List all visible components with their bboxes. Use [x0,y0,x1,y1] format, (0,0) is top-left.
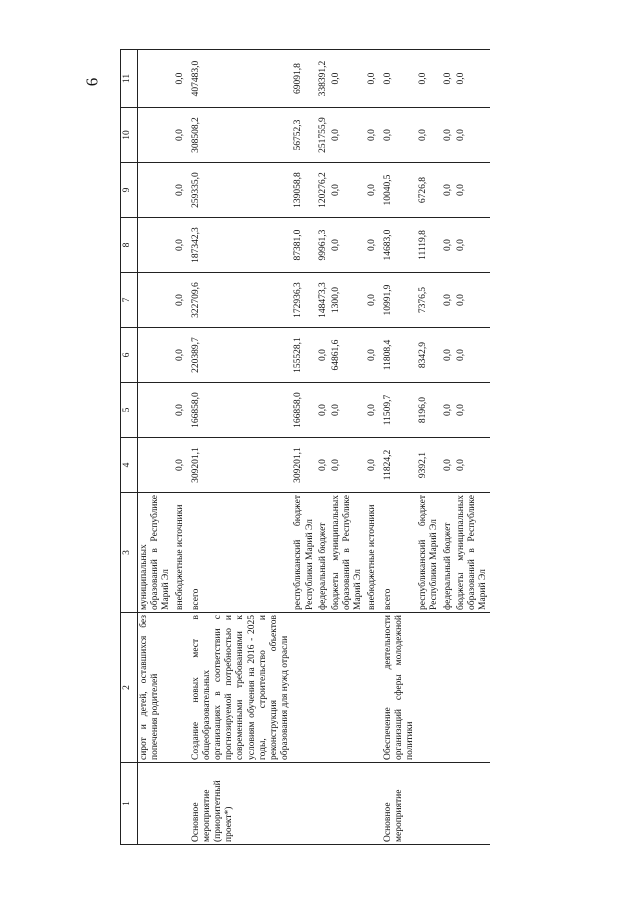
page-number: 6 [82,77,102,87]
measure-type-cell [138,763,174,845]
value-cell: 0,0 [174,328,190,383]
value-cell: 99961,3 [317,218,330,273]
column-header: 8 [121,218,138,273]
measure-type-cell [442,763,455,845]
column-header: 6 [121,328,138,383]
value-cell: 338391,2 [317,50,330,108]
measure-name-cell [455,613,491,763]
value-cell [138,383,174,438]
value-cell: 1300,0 [330,273,366,328]
value-cell: 0,0 [455,383,491,438]
value-cell: 0,0 [442,273,455,328]
measure-type-cell [417,763,441,845]
value-cell: 155528,1 [292,328,316,383]
value-cell: 0,0 [174,108,190,163]
value-cell: 10040,5 [382,163,418,218]
column-header: 11 [121,50,138,108]
value-cell: 0,0 [330,50,366,108]
value-cell [138,50,174,108]
measure-name-cell [417,613,441,763]
measure-type-cell [366,763,382,845]
measure-type-cell: Основное мероприятие [382,763,418,845]
funding-source-cell: внебюджетные источники [174,493,190,613]
value-cell: 309201,1 [190,438,293,493]
value-cell: 259335,0 [190,163,293,218]
value-cell: 10991,9 [382,273,418,328]
value-cell: 139058,8 [292,163,316,218]
rotated-page [120,50,588,845]
value-cell: 11509,7 [382,383,418,438]
funding-source-cell: бюджеты муниципальных образований в Республике Марий Эл [455,493,491,613]
value-cell: 0,0 [455,108,491,163]
measure-type-cell: Основное мероприятие (приоритетный проект*) [190,763,293,845]
funding-source-cell: муниципальных образований в Республике Марий Эл [138,493,174,613]
measure-type-cell [455,763,491,845]
table-row [174,50,190,845]
measure-type-cell [292,763,316,845]
value-cell: 0,0 [455,438,491,493]
column-header: 3 [121,493,138,613]
column-header: 1 [121,763,138,845]
value-cell: 0,0 [317,383,330,438]
measure-name-cell [442,613,455,763]
value-cell: 0,0 [382,108,418,163]
funding-source-cell: федеральный бюджет [317,493,330,613]
value-cell: 0,0 [317,438,330,493]
value-cell: 56752,3 [292,108,316,163]
table-row [138,50,174,845]
funding-source-cell: бюджеты муниципальных образований в Республике Марий Эл [330,493,366,613]
column-header: 10 [121,108,138,163]
value-cell: 11824,2 [382,438,418,493]
measure-name-cell: сирот и детей, оставшихся без попечения родителей [138,613,174,763]
value-cell: 0,0 [174,50,190,108]
value-cell: 0,0 [455,163,491,218]
column-header: 2 [121,613,138,763]
value-cell: 0,0 [382,50,418,108]
measure-name-cell [317,613,330,763]
value-cell: 8342,9 [417,328,441,383]
value-cell: 0,0 [442,438,455,493]
value-cell: 0,0 [174,273,190,328]
column-header: 4 [121,438,138,493]
budget-table [120,49,490,845]
value-cell: 322709,6 [190,273,293,328]
table-row [417,50,441,845]
funding-source-cell: всего [382,493,418,613]
value-cell: 0,0 [442,163,455,218]
measure-name-cell [174,613,190,763]
value-cell: 187342,3 [190,218,293,273]
value-cell: 7376,5 [417,273,441,328]
column-header: 9 [121,163,138,218]
value-cell: 0,0 [174,163,190,218]
measure-name-cell [292,613,316,763]
value-cell: 0,0 [442,218,455,273]
table-row [317,50,330,845]
value-cell: 0,0 [366,273,382,328]
value-cell: 0,0 [455,218,491,273]
value-cell: 0,0 [455,273,491,328]
measure-type-cell [330,763,366,845]
value-cell: 9392,1 [417,438,441,493]
value-cell: 251755,9 [317,108,330,163]
funding-source-cell: всего [190,493,293,613]
value-cell: 0,0 [174,438,190,493]
value-cell: 0,0 [366,383,382,438]
table-row [292,50,316,845]
value-cell: 0,0 [455,50,491,108]
funding-source-cell: федеральный бюджет [442,493,455,613]
value-cell: 0,0 [366,218,382,273]
value-cell: 0,0 [455,328,491,383]
value-cell: 309201,1 [292,438,316,493]
value-cell: 0,0 [174,383,190,438]
measure-name-cell [366,613,382,763]
value-cell: 14683,0 [382,218,418,273]
value-cell: 0,0 [366,438,382,493]
value-cell: 0,0 [417,50,441,108]
value-cell [138,328,174,383]
value-cell: 0,0 [174,218,190,273]
table-row [366,50,382,845]
header-row [121,50,138,845]
table-body [138,50,491,845]
value-cell: 220389,7 [190,328,293,383]
value-cell: 0,0 [366,163,382,218]
value-cell [138,273,174,328]
value-cell: 0,0 [417,108,441,163]
value-cell: 0,0 [366,108,382,163]
value-cell: 120276,2 [317,163,330,218]
value-cell: 308508,2 [190,108,293,163]
value-cell: 407483,0 [190,50,293,108]
value-cell: 0,0 [442,50,455,108]
value-cell: 166858,0 [292,383,316,438]
value-cell: 166858,0 [190,383,293,438]
measure-name-cell [330,613,366,763]
value-cell: 0,0 [442,383,455,438]
funding-source-cell: республиканский бюджет Республики Марий Эл [417,493,441,613]
value-cell: 0,0 [330,218,366,273]
table-row [190,50,293,845]
table-row [442,50,455,845]
value-cell: 69091,8 [292,50,316,108]
value-cell: 0,0 [330,383,366,438]
measure-type-cell [317,763,330,845]
measure-name-cell: Создание новых мест в общеобразовательных организациях в соответствии с прогнозируемой потребностью и современными требованиями к условиям обучения на 2016 - 2025 годы, строительство и реконструкция объектов образования для нужд отрасли [190,613,293,763]
column-header: 5 [121,383,138,438]
value-cell: 172936,3 [292,273,316,328]
value-cell: 0,0 [317,328,330,383]
value-cell [138,218,174,273]
value-cell: 0,0 [366,328,382,383]
table-row [382,50,418,845]
column-header: 7 [121,273,138,328]
value-cell: 0,0 [330,438,366,493]
funding-source-cell: республиканский бюджет Республики Марий Эл [292,493,316,613]
value-cell: 11119,8 [417,218,441,273]
value-cell: 64861,6 [330,328,366,383]
value-cell [138,438,174,493]
value-cell: 8196,0 [417,383,441,438]
value-cell: 0,0 [330,163,366,218]
value-cell: 0,0 [442,328,455,383]
measure-type-cell [174,763,190,845]
value-cell: 87381,0 [292,218,316,273]
value-cell: 11808,4 [382,328,418,383]
table-row [330,50,366,845]
value-cell: 0,0 [366,50,382,108]
value-cell: 148473,3 [317,273,330,328]
measure-name-cell: Обеспечение деятельности организаций сферы молодежной политики [382,613,418,763]
table-row [455,50,491,845]
funding-source-cell: внебюджетные источники [366,493,382,613]
value-cell: 0,0 [330,108,366,163]
value-cell [138,108,174,163]
value-cell [138,163,174,218]
value-cell: 0,0 [442,108,455,163]
value-cell: 6726,8 [417,163,441,218]
